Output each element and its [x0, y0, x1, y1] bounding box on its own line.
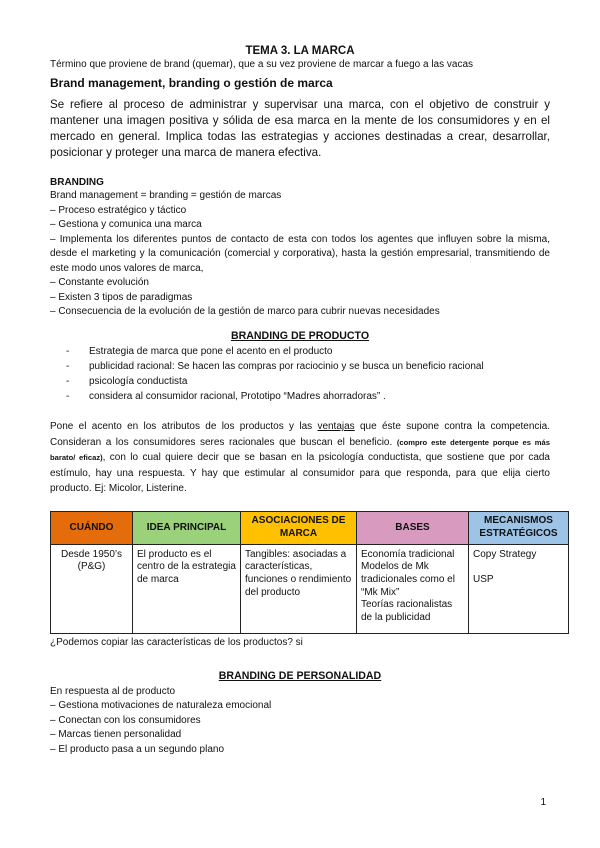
- branding-line: Brand management = branding = gestión de marcas: [50, 190, 282, 201]
- branding-line: – Consecuencia de la evolución de la gestión de marco para cubrir nuevas necesidades: [50, 306, 440, 317]
- branding-line: – Existen 3 tipos de paradigmas: [50, 291, 193, 303]
- underlined-word: ventajas: [317, 421, 355, 433]
- bases-line: Teorías racionalistas de la publicidad: [361, 599, 453, 623]
- branding-line: – Constante evolución: [50, 277, 149, 288]
- table-header-row: [51, 511, 569, 544]
- bases-line: Modelos de Mk tradicionales como el “Mk Mix”: [361, 561, 455, 598]
- branding-line: – Gestiona y comunica una marca: [50, 219, 202, 230]
- personalidad-line: En respuesta al de producto: [50, 685, 176, 697]
- header-idea-principal: IDEA PRINCIPAL: [133, 511, 241, 544]
- branding-producto-list: [50, 344, 550, 405]
- header-bases: BASES: [357, 511, 469, 544]
- mecanismo-line: Copy Strategy: [473, 548, 537, 560]
- small-note: (compro este detergente porque es más barato/ eficaz): [50, 437, 550, 463]
- paragraph-text: Pone el acento en los atributos de los productos y las: [50, 421, 318, 433]
- mecanismo-line: USP: [473, 574, 494, 586]
- table-row: [51, 544, 569, 633]
- cell-asociaciones: Tangibles: asociadas a características, funciones o rendimiento del producto: [241, 544, 357, 633]
- branding-heading: BRANDING: [50, 177, 104, 188]
- header-asociaciones: ASOCIACIONES DE MARCA: [241, 511, 357, 544]
- list-item: - Estrategia de marca que pone el acento en el producto: [50, 344, 550, 359]
- question-line: ¿Podemos copiar las características de los productos? si: [50, 636, 303, 648]
- personalidad-line: – El producto pasa a un segundo plano: [50, 743, 225, 755]
- header-mecanismos: MECANISMOS ESTRATÉGICOS: [469, 511, 569, 544]
- branding-producto-heading: BRANDING DE PRODUCTO: [230, 329, 370, 342]
- list-item: - publicidad racional: Se hacen las compras por raciocinio y se busca un beneficio racional: [50, 359, 550, 374]
- branding-personalidad-heading: BRANDING DE PERSONALIDAD: [218, 669, 382, 682]
- personalidad-line: – Conectan con los consumidores: [50, 714, 201, 726]
- header-cuando: CUÁNDO: [51, 511, 133, 544]
- cell-cuando: Desde 1950’s (P&G): [51, 544, 133, 633]
- paragraph-text: que éste supone contra la competencia. Consideran a los consumidores seres racionales que buscan el beneficio.: [50, 421, 550, 448]
- brand-management-paragraph: Se refiere al proceso de administrar y supervisar una marca, con el objetivo de construir y mantener una imagen positiva y sólida de esa marca en la mente de los consumidores y en el mercado en general. Implica todas las estrategias y acciones destinadas a crear, desarrollar, posicionar y proteger una marca de manera efectiva.: [50, 98, 550, 159]
- paragraph-text: , con lo cual quiere decir que se basan en la psicología conductista, que sostiene que por cada estímulo, hay una respuesta. Y hay que estimular al consumidor para que responda, para que elija cierto producto. Ej: Micolor, Listerine.: [50, 452, 550, 495]
- list-item: - psicología conductista: [50, 374, 550, 389]
- branding-line: – Implementa los diferentes puntos de contacto de esta con todos los agentes que influyen sobre la misma, desde el marketing y la comunicación (comercial y corporativa), hasta la gestión empresarial, transmitiendo de este modo unos valores de marca,: [50, 233, 550, 274]
- page-number: 1: [540, 797, 546, 808]
- cell-bases: [357, 544, 469, 633]
- branding-table: [50, 511, 569, 634]
- list-item: - considera al consumidor racional, Prototipo “Madres ahorradoras” .: [50, 389, 550, 404]
- brand-management-heading: Brand management, branding o gestión de marca: [50, 76, 333, 90]
- personalidad-line: – Gestiona motivaciones de naturaleza emocional: [50, 700, 272, 712]
- personalidad-line: – Marcas tienen personalidad: [50, 729, 182, 741]
- cell-mecanismos: [469, 544, 569, 633]
- subtitle: Término que proviene de brand (quemar), que a su vez proviene de marcar a fuego a las vacas: [50, 59, 474, 70]
- branding-producto-paragraph: [50, 419, 550, 497]
- page-title: TEMA 3. LA MARCA: [245, 45, 355, 57]
- bases-line: Economía tradicional: [361, 548, 455, 560]
- cell-idea: El producto es el centro de la estrategia de marca: [133, 544, 241, 633]
- branding-line: – Proceso estratégico y táctico: [50, 204, 187, 216]
